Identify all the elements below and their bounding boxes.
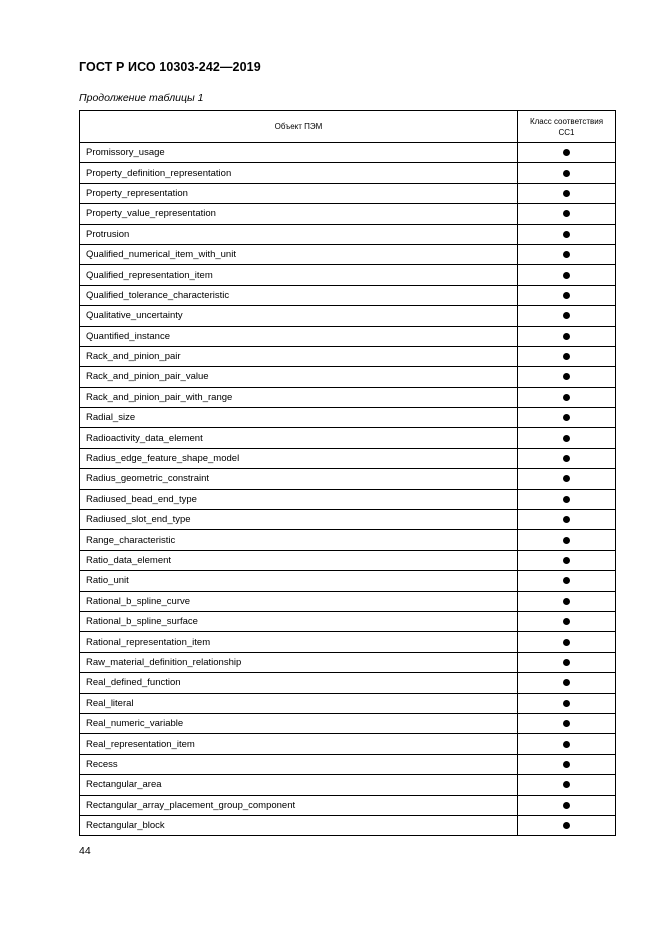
table-row bbox=[80, 183, 616, 203]
object-name-cell: Quantified_instance bbox=[80, 326, 518, 346]
object-name-cell: Recess bbox=[80, 754, 518, 774]
filled-dot-icon bbox=[563, 802, 570, 809]
filled-dot-icon bbox=[563, 720, 570, 727]
filled-dot-icon bbox=[563, 639, 570, 646]
object-name-cell: Real_defined_function bbox=[80, 673, 518, 693]
filled-dot-icon bbox=[563, 170, 570, 177]
object-name-cell: Radial_size bbox=[80, 408, 518, 428]
conformance-mark-cell bbox=[518, 387, 616, 407]
object-name-cell: Protrusion bbox=[80, 224, 518, 244]
object-name-cell: Qualified_tolerance_characteristic bbox=[80, 285, 518, 305]
table-row bbox=[80, 530, 616, 550]
filled-dot-icon bbox=[563, 272, 570, 279]
filled-dot-icon bbox=[563, 618, 570, 625]
object-name-cell: Real_representation_item bbox=[80, 734, 518, 754]
object-name-cell: Rectangular_area bbox=[80, 775, 518, 795]
conformance-mark-cell bbox=[518, 163, 616, 183]
conformance-mark-cell bbox=[518, 795, 616, 815]
table-row bbox=[80, 224, 616, 244]
filled-dot-icon bbox=[563, 414, 570, 421]
conformance-mark-cell bbox=[518, 734, 616, 754]
table-row bbox=[80, 143, 616, 163]
object-name-cell: Rack_and_pinion_pair_with_range bbox=[80, 387, 518, 407]
filled-dot-icon bbox=[563, 659, 570, 666]
filled-dot-icon bbox=[563, 761, 570, 768]
table-caption: Продолжение таблицы 1 bbox=[79, 92, 204, 104]
table-row bbox=[80, 754, 616, 774]
filled-dot-icon bbox=[563, 679, 570, 686]
table-row bbox=[80, 265, 616, 285]
table-row bbox=[80, 244, 616, 264]
table-row bbox=[80, 204, 616, 224]
conformance-mark-cell bbox=[518, 489, 616, 509]
table-row bbox=[80, 673, 616, 693]
table-row bbox=[80, 489, 616, 509]
table-row bbox=[80, 510, 616, 530]
filled-dot-icon bbox=[563, 394, 570, 401]
conformance-mark-cell bbox=[518, 346, 616, 366]
filled-dot-icon bbox=[563, 700, 570, 707]
table-row bbox=[80, 346, 616, 366]
conformance-mark-cell bbox=[518, 367, 616, 387]
filled-dot-icon bbox=[563, 210, 570, 217]
table-row bbox=[80, 713, 616, 733]
filled-dot-icon bbox=[563, 333, 570, 340]
filled-dot-icon bbox=[563, 312, 570, 319]
filled-dot-icon bbox=[563, 557, 570, 564]
object-name-cell: Rack_and_pinion_pair bbox=[80, 346, 518, 366]
table-row bbox=[80, 815, 616, 835]
conformance-mark-cell bbox=[518, 815, 616, 835]
object-name-cell: Qualified_numerical_item_with_unit bbox=[80, 244, 518, 264]
column-header-class-line2: СС1 bbox=[558, 127, 575, 137]
filled-dot-icon bbox=[563, 516, 570, 523]
table-row bbox=[80, 632, 616, 652]
filled-dot-icon bbox=[563, 741, 570, 748]
object-name-cell: Raw_material_definition_relationship bbox=[80, 652, 518, 672]
object-name-cell: Radiused_slot_end_type bbox=[80, 510, 518, 530]
object-name-cell: Rational_b_spline_surface bbox=[80, 611, 518, 631]
object-name-cell: Property_value_representation bbox=[80, 204, 518, 224]
filled-dot-icon bbox=[563, 353, 570, 360]
object-name-cell: Radiused_bead_end_type bbox=[80, 489, 518, 509]
filled-dot-icon bbox=[563, 435, 570, 442]
conformance-mark-cell bbox=[518, 204, 616, 224]
filled-dot-icon bbox=[563, 292, 570, 299]
conformance-mark-cell bbox=[518, 713, 616, 733]
table-row bbox=[80, 163, 616, 183]
objects-table bbox=[79, 110, 616, 836]
table-row bbox=[80, 652, 616, 672]
page-number: 44 bbox=[79, 845, 91, 857]
object-name-cell: Rational_representation_item bbox=[80, 632, 518, 652]
conformance-mark-cell bbox=[518, 265, 616, 285]
filled-dot-icon bbox=[563, 598, 570, 605]
filled-dot-icon bbox=[563, 231, 570, 238]
filled-dot-icon bbox=[563, 149, 570, 156]
conformance-mark-cell bbox=[518, 673, 616, 693]
conformance-mark-cell bbox=[518, 183, 616, 203]
column-header-conformance-class bbox=[518, 111, 616, 143]
object-name-cell: Radius_edge_feature_shape_model bbox=[80, 448, 518, 468]
table-row bbox=[80, 550, 616, 570]
conformance-mark-cell bbox=[518, 428, 616, 448]
conformance-mark-cell bbox=[518, 510, 616, 530]
table-row bbox=[80, 448, 616, 468]
conformance-mark-cell bbox=[518, 591, 616, 611]
table-row bbox=[80, 693, 616, 713]
object-name-cell: Rational_b_spline_curve bbox=[80, 591, 518, 611]
table-row bbox=[80, 306, 616, 326]
table-row bbox=[80, 611, 616, 631]
table-row bbox=[80, 795, 616, 815]
filled-dot-icon bbox=[563, 475, 570, 482]
object-name-cell: Rectangular_array_placement_group_component bbox=[80, 795, 518, 815]
column-header-class-line1: Класс соответствия bbox=[529, 116, 604, 126]
table-header-row bbox=[80, 111, 616, 143]
object-name-cell: Radioactivity_data_element bbox=[80, 428, 518, 448]
table-row bbox=[80, 775, 616, 795]
conformance-mark-cell bbox=[518, 693, 616, 713]
filled-dot-icon bbox=[563, 251, 570, 258]
filled-dot-icon bbox=[563, 781, 570, 788]
conformance-mark-cell bbox=[518, 408, 616, 428]
conformance-mark-cell bbox=[518, 224, 616, 244]
table-row bbox=[80, 387, 616, 407]
table-row bbox=[80, 571, 616, 591]
conformance-mark-cell bbox=[518, 469, 616, 489]
conformance-mark-cell bbox=[518, 775, 616, 795]
conformance-mark-cell bbox=[518, 530, 616, 550]
object-name-cell: Qualified_representation_item bbox=[80, 265, 518, 285]
object-name-cell: Property_definition_representation bbox=[80, 163, 518, 183]
filled-dot-icon bbox=[563, 537, 570, 544]
conformance-mark-cell bbox=[518, 611, 616, 631]
object-name-cell: Qualitative_uncertainty bbox=[80, 306, 518, 326]
conformance-mark-cell bbox=[518, 571, 616, 591]
conformance-mark-cell bbox=[518, 143, 616, 163]
object-name-cell: Ratio_unit bbox=[80, 571, 518, 591]
object-name-cell: Real_numeric_variable bbox=[80, 713, 518, 733]
object-name-cell: Ratio_data_element bbox=[80, 550, 518, 570]
filled-dot-icon bbox=[563, 577, 570, 584]
object-name-cell: Property_representation bbox=[80, 183, 518, 203]
conformance-mark-cell bbox=[518, 306, 616, 326]
table-row bbox=[80, 367, 616, 387]
filled-dot-icon bbox=[563, 496, 570, 503]
conformance-mark-cell bbox=[518, 326, 616, 346]
table-body bbox=[80, 143, 616, 836]
filled-dot-icon bbox=[563, 373, 570, 380]
object-name-cell: Radius_geometric_constraint bbox=[80, 469, 518, 489]
conformance-mark-cell bbox=[518, 632, 616, 652]
conformance-mark-cell bbox=[518, 550, 616, 570]
table-row bbox=[80, 469, 616, 489]
table-row bbox=[80, 428, 616, 448]
conformance-mark-cell bbox=[518, 652, 616, 672]
column-header-object: Объект ПЭМ bbox=[80, 111, 518, 143]
filled-dot-icon bbox=[563, 455, 570, 462]
object-name-cell: Rack_and_pinion_pair_value bbox=[80, 367, 518, 387]
object-name-cell: Real_literal bbox=[80, 693, 518, 713]
conformance-mark-cell bbox=[518, 754, 616, 774]
table-row bbox=[80, 285, 616, 305]
filled-dot-icon bbox=[563, 822, 570, 829]
object-name-cell: Range_characteristic bbox=[80, 530, 518, 550]
object-name-cell: Rectangular_block bbox=[80, 815, 518, 835]
filled-dot-icon bbox=[563, 190, 570, 197]
conformance-mark-cell bbox=[518, 244, 616, 264]
conformance-mark-cell bbox=[518, 285, 616, 305]
document-header: ГОСТ Р ИСО 10303-242—2019 bbox=[79, 60, 261, 74]
table-row bbox=[80, 734, 616, 754]
conformance-mark-cell bbox=[518, 448, 616, 468]
table-row bbox=[80, 326, 616, 346]
table-row bbox=[80, 408, 616, 428]
object-name-cell: Promissory_usage bbox=[80, 143, 518, 163]
table-row bbox=[80, 591, 616, 611]
